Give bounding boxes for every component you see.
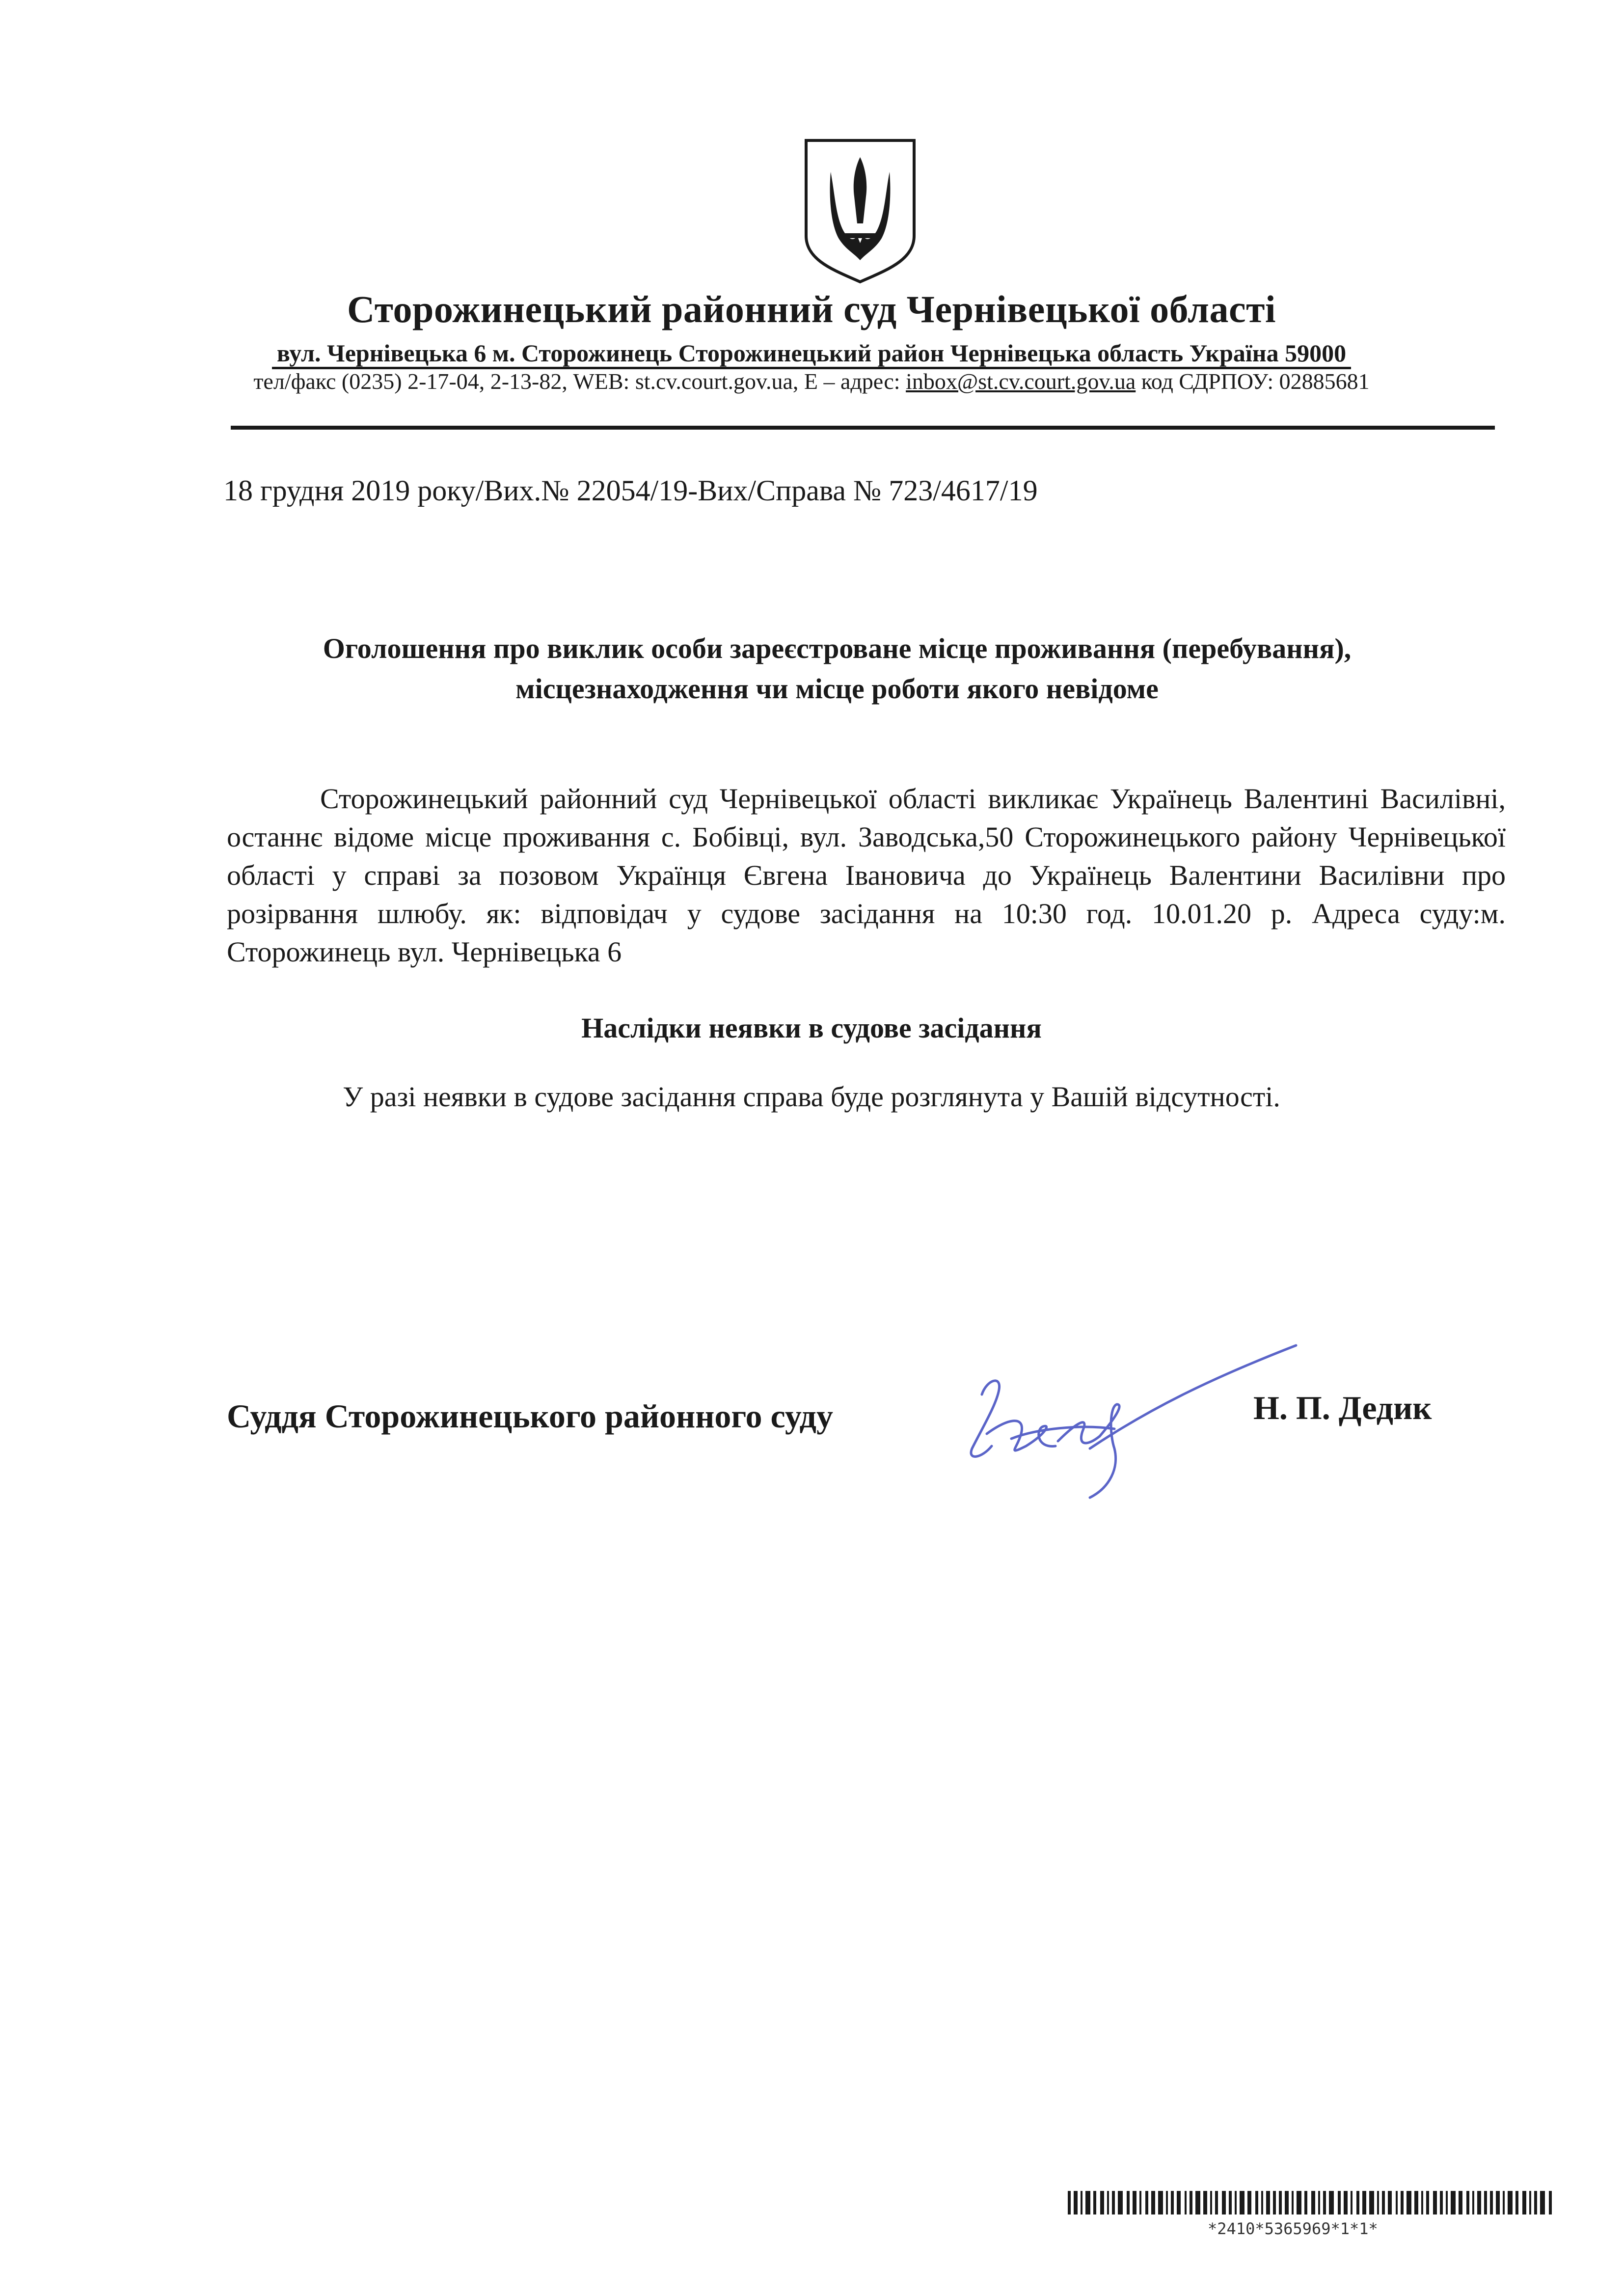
- barcode-bar: [1229, 2191, 1232, 2214]
- barcode-bar: [1323, 2191, 1326, 2214]
- court-address-text: вул. Чернівецька 6 м. Сторожинець Сторожинецький район Чернівецька область Україна 59000: [272, 339, 1351, 369]
- barcode-caption: *2410*5365969*1*1*: [1208, 2219, 1378, 2238]
- barcode-bar: [1068, 2191, 1071, 2214]
- barcode-bar: [1093, 2191, 1096, 2214]
- court-contacts: [0, 368, 1623, 394]
- barcode-bar: [1540, 2191, 1545, 2214]
- barcode-bar: [1426, 2191, 1429, 2214]
- notice-title-line-1: Оголошення про виклик особи зареєстроване місце проживання (перебування),: [323, 632, 1352, 664]
- barcode-bar: [1529, 2191, 1531, 2214]
- barcode-bar: [1074, 2191, 1078, 2214]
- court-address: [0, 339, 1623, 367]
- barcode-bar: [1421, 2191, 1423, 2214]
- barcode-bar: [1344, 2191, 1348, 2214]
- barcode-bar: [1261, 2191, 1263, 2214]
- barcode-bar: [1356, 2191, 1359, 2214]
- barcode-bar: [1459, 2191, 1462, 2214]
- barcode-bar: [1382, 2191, 1385, 2214]
- barcode-bar: [1490, 2191, 1493, 2214]
- barcode-bar: [1484, 2191, 1487, 2214]
- consequences-heading: Наслідки неявки в судове засідання: [581, 1012, 1042, 1044]
- barcode-bar: [1235, 2191, 1237, 2214]
- barcode-bar: [1446, 2191, 1448, 2214]
- barcode-bar: [1440, 2191, 1443, 2214]
- barcode: [1068, 2191, 1556, 2214]
- barcode-bar: [1329, 2191, 1334, 2214]
- document-reference: 18 грудня 2019 року/Вих.№ 22054/19-Вих/Справа № 723/4617/19: [223, 474, 1038, 507]
- barcode-bar: [1222, 2191, 1226, 2214]
- barcode-bar: [1388, 2191, 1392, 2214]
- barcode-bar: [1401, 2191, 1404, 2214]
- handwritten-signature: [952, 1336, 1306, 1522]
- barcode-bar: [1503, 2191, 1505, 2214]
- barcode-bar: [1151, 2191, 1155, 2214]
- barcode-bar: [1166, 2191, 1168, 2214]
- barcode-bar: [1085, 2191, 1090, 2214]
- barcode-bar: [1414, 2191, 1418, 2214]
- barcode-bar: [1338, 2191, 1341, 2214]
- barcode-bar: [1145, 2191, 1148, 2214]
- barcode-bar: [1107, 2191, 1109, 2214]
- barcode-bar: [1118, 2191, 1123, 2214]
- barcode-bar: [1185, 2191, 1187, 2214]
- barcode-bar: [1522, 2191, 1526, 2214]
- barcode-bar: [1133, 2191, 1136, 2214]
- barcode-bar: [1112, 2191, 1115, 2214]
- email-link[interactable]: inbox@st.cv.court.gov.ua: [906, 369, 1136, 394]
- contacts-suffix: код СДРПОУ: 02885681: [1136, 369, 1370, 394]
- barcode-bar: [1171, 2191, 1174, 2214]
- barcode-bar: [1081, 2191, 1082, 2214]
- barcode-bar: [1285, 2191, 1289, 2214]
- coat-of-arms-icon: [803, 137, 917, 285]
- barcode-bar: [1210, 2191, 1212, 2214]
- barcode-bar: [1477, 2191, 1481, 2214]
- judge-name: Н. П. Дедик: [1253, 1389, 1432, 1426]
- barcode-bar: [1297, 2191, 1301, 2214]
- barcode-bar: [1534, 2191, 1537, 2214]
- barcode-bar: [1247, 2191, 1251, 2214]
- barcode-bar: [1158, 2191, 1163, 2214]
- barcode-bar: [1100, 2191, 1104, 2214]
- contacts-prefix: тел/факс (0235) 2-17-04, 2-13-82, WEB: st.cv.court.gov.ua, E – адрес:: [253, 369, 906, 394]
- header-divider: [231, 426, 1495, 430]
- barcode-bar: [1127, 2191, 1130, 2214]
- barcode-bar: [1549, 2191, 1552, 2214]
- barcode-bar: [1466, 2191, 1469, 2214]
- barcode-bar: [1496, 2191, 1500, 2214]
- barcode-bar: [1433, 2191, 1437, 2214]
- barcode-bar: [1255, 2191, 1258, 2214]
- barcode-bar: [1304, 2191, 1307, 2214]
- barcode-bar: [1203, 2191, 1207, 2214]
- barcode-bar: [1396, 2191, 1398, 2214]
- barcode-bar: [1451, 2191, 1456, 2214]
- barcode-bar: [1369, 2191, 1374, 2214]
- barcode-bar: [1292, 2191, 1294, 2214]
- consequences-text: У разі неявки в судове засідання справа буде розглянута у Вашій відсутності.: [343, 1081, 1280, 1113]
- judge-title: Суддя Сторожинецького районного суду: [227, 1397, 833, 1435]
- barcode-bar: [1266, 2191, 1270, 2214]
- barcode-bar: [1318, 2191, 1320, 2214]
- barcode-bar: [1407, 2191, 1411, 2214]
- barcode-bar: [1215, 2191, 1218, 2214]
- barcode-bar: [1195, 2191, 1200, 2214]
- notice-body: [227, 780, 1506, 971]
- court-name: Сторожинецький районний суд Чернівецької області: [347, 288, 1276, 330]
- barcode-bar: [1273, 2191, 1276, 2214]
- barcode-bar: [1508, 2191, 1513, 2214]
- barcode-bar: [1377, 2191, 1379, 2214]
- notice-title: [211, 629, 1463, 709]
- barcode-bar: [1472, 2191, 1474, 2214]
- barcode-bar: [1362, 2191, 1366, 2214]
- barcode-bar: [1279, 2191, 1282, 2214]
- barcode-bar: [1177, 2191, 1181, 2214]
- barcode-bar: [1515, 2191, 1518, 2214]
- notice-title-line-2: місцезнаходження чи місце роботи якого невідоме: [515, 673, 1159, 705]
- barcode-bar: [1311, 2191, 1315, 2214]
- barcode-bar: [1190, 2191, 1192, 2214]
- barcode-bar: [1351, 2191, 1352, 2214]
- barcode-bar: [1240, 2191, 1244, 2214]
- notice-body-text: Сторожинецький районний суд Чернівецької області викликає Українець Валентині Василівні, останнє відоме місце проживання с. Бобівці, вул. Заводська,50 Сторожинецького району Чернівецької області у справі за позовом Українця Євгена Івановича до Українець Валентини Василівни про розірвання шлюбу. як: відповідач у судове засідання на 10:30 год. 10.01.20 р. Адреса суду:м. Сторожинець вул. Чернівецька 6: [227, 783, 1506, 968]
- barcode-bar: [1139, 2191, 1141, 2214]
